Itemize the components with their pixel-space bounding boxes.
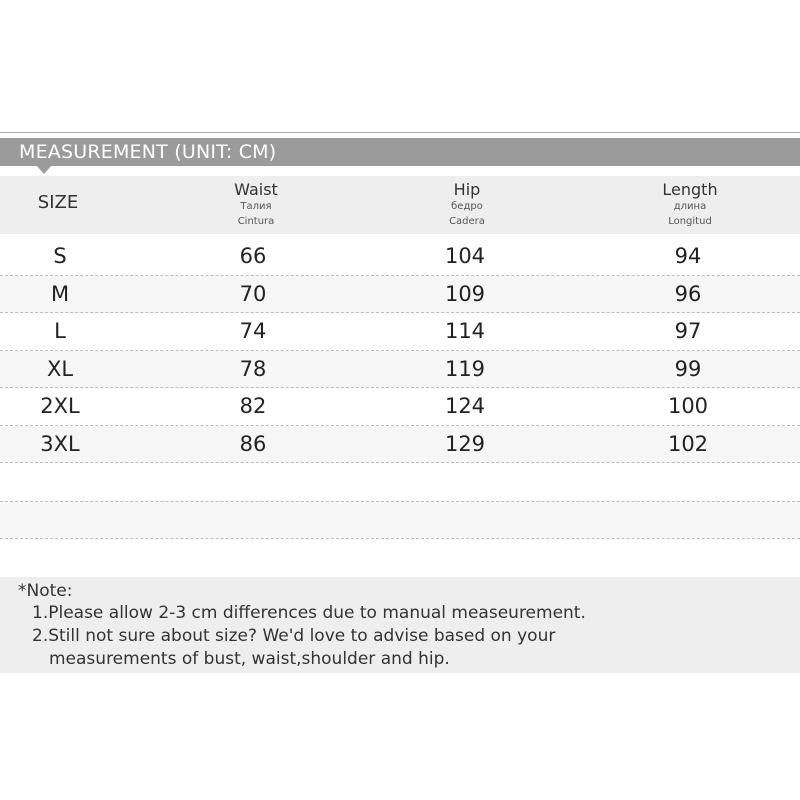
- waist-header-en: Waist: [234, 180, 278, 199]
- length-header-ru: длина: [673, 201, 707, 212]
- waist-column-header: [196, 181, 316, 229]
- banner-pointer-icon: [37, 166, 51, 174]
- hip-cell: 114: [444, 319, 486, 343]
- size-cell: XL: [46, 356, 74, 381]
- length-cell: 99: [674, 356, 702, 381]
- hip-cell: 109: [444, 281, 486, 306]
- size-cell: M: [50, 281, 70, 306]
- hip-header-en: Hip: [453, 180, 481, 199]
- empty-row-band: [0, 501, 800, 538]
- size-column-header: SIZE: [37, 192, 79, 213]
- size-cell: 3XL: [40, 431, 80, 456]
- note-title: *Note:: [18, 581, 73, 601]
- top-divider: [0, 132, 800, 133]
- length-cell: 94: [674, 244, 702, 268]
- hip-header-ru: бедро: [451, 201, 483, 212]
- length-column-header: [630, 181, 750, 229]
- hip-cell: 129: [444, 431, 486, 456]
- waist-cell: 82: [239, 394, 267, 418]
- waist-cell: 70: [239, 281, 267, 306]
- table-row: [0, 238, 800, 276]
- waist-cell: 66: [239, 244, 267, 268]
- hip-cell: 119: [444, 356, 486, 381]
- size-cell: 2XL: [40, 394, 80, 418]
- waist-cell: 74: [239, 319, 267, 343]
- hip-cell: 124: [444, 394, 486, 418]
- table-row: [0, 276, 800, 314]
- waist-cell: 86: [239, 431, 267, 456]
- hip-cell: 104: [444, 244, 486, 268]
- table-row: [0, 388, 800, 426]
- note-line-1: 1.Please allow 2-3 cm differences due to manual measeurement.: [32, 603, 586, 623]
- hip-header-es: Cadera: [449, 216, 485, 227]
- size-cell: L: [54, 319, 66, 343]
- length-cell: 96: [674, 281, 702, 306]
- length-header-en: Length: [662, 180, 718, 199]
- length-cell: 100: [667, 394, 709, 418]
- size-cell: S: [53, 244, 67, 268]
- table-row: [0, 313, 800, 351]
- waist-header-es: Cintura: [237, 216, 275, 227]
- length-cell: 102: [667, 431, 709, 456]
- hip-column-header: [407, 181, 527, 229]
- waist-header-ru: Талия: [240, 201, 272, 212]
- note-line-2: 2.Still not sure about size? We'd love to advise based on your: [32, 626, 556, 646]
- table-row: [0, 426, 800, 464]
- banner-title: MEASUREMENT (UNIT: CM): [19, 141, 277, 163]
- table-row: [0, 351, 800, 389]
- length-header-es: Longitud: [668, 216, 712, 227]
- note-line-3: measurements of bust, waist,shoulder and hip.: [49, 649, 450, 669]
- row-divider: [0, 501, 800, 502]
- row-divider: [0, 538, 800, 539]
- waist-cell: 78: [239, 356, 267, 381]
- length-cell: 97: [674, 319, 702, 343]
- size-table-body: [0, 238, 800, 463]
